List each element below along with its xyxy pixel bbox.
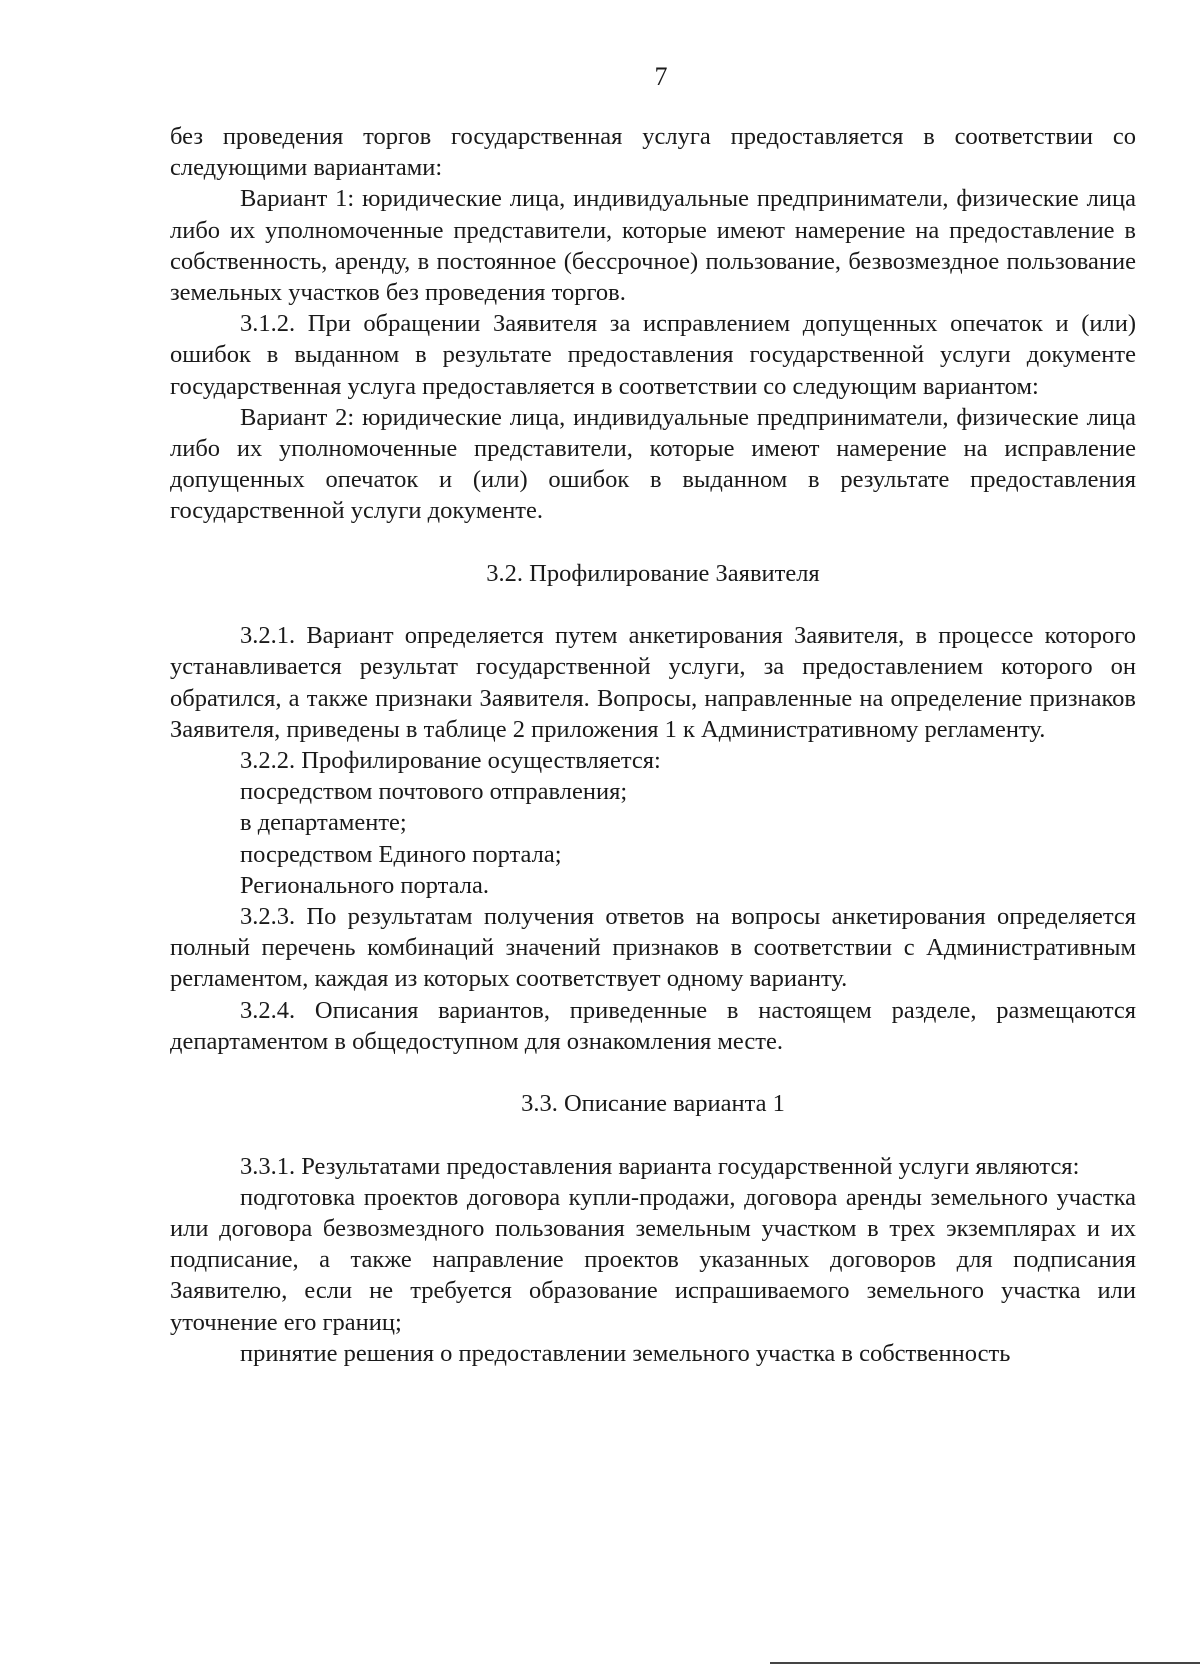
paragraph-variant-1: Вариант 1: юридические лица, индивидуальные предприниматели, физические лица либо их уполномоченные представители, которые имеют намерение на предоставление в собственность, аренду, в постоянное (бессрочное) пользование, безвозмездное пользование земельных участков без проведения торгов.: [170, 185, 1136, 307]
section-heading-3-2: 3.2. Профилирование Заявителя: [486, 559, 820, 587]
page-number: 7: [654, 62, 668, 91]
spacer: [170, 589, 1136, 620]
list-item: посредством Единого портала;: [240, 840, 562, 868]
paragraph-3-2-1: 3.2.1. Вариант определяется путем анкетирования Заявителя, в процессе которого устанавливается результат государственной услуги, за предоставлением которого он обратился, а также признаки Заявителя. Вопросы, направленные на определение признаков Заявителя, приведены в таблице 2 приложения 1 к Административному регламенту.: [170, 622, 1136, 743]
spacer: [170, 527, 1136, 558]
list-item: принятие решения о предоставлении земельного участка в собственность: [240, 1339, 1011, 1367]
footer-divider: [770, 1662, 1200, 1664]
paragraph: без проведения торгов государственная услуга предоставляется в соответствии со следующими вариантами:: [170, 123, 1136, 182]
paragraph-3-3-1: 3.3.1. Результатами предоставления варианта государственной услуги являются:: [240, 1152, 1080, 1180]
list-item: подготовка проектов договора купли-продажи, договора аренды земельного участка или договора безвозмездного пользования земельным участком в трех экземплярах и их подписание, а также направление проектов указанных договоров для подписания Заявителю, если не требуется образование испрашиваемого земельного участка или уточнение его границ;: [170, 1183, 1136, 1336]
list-item: в департаменте;: [240, 809, 407, 837]
document-body: [170, 121, 1136, 1369]
paragraph-3-1-2: 3.1.2. При обращении Заявителя за исправлением допущенных опечаток и (или) ошибок в выданном в результате предоставления государственной услуги документе государственная услуга предоставляется в соответствии со следующим вариантом:: [170, 310, 1136, 400]
paragraph-3-2-4: 3.2.4. Описания вариантов, приведенные в настоящем разделе, размещаются департаментом в общедоступном для ознакомления месте.: [170, 996, 1136, 1055]
list-item: Регионального портала.: [240, 871, 489, 899]
paragraph-3-2-3: 3.2.3. По результатам получения ответов на вопросы анкетирования определяется полный перечень комбинаций значений признаков в соответствии с Административным регламентом, каждая из которых соответствует одному варианту.: [170, 903, 1136, 993]
paragraph-variant-2: Вариант 2: юридические лица, индивидуальные предприниматели, физические лица либо их уполномоченные представители, которые имеют намерение на исправление допущенных опечаток и (или) ошибок в выданном в результате предоставления государственной услуги документе.: [170, 403, 1136, 525]
spacer: [170, 1057, 1136, 1088]
spacer: [170, 1119, 1136, 1150]
paragraph-3-2-2: 3.2.2. Профилирование осуществляется:: [240, 747, 661, 775]
section-heading-3-3: 3.3. Описание варианта 1: [521, 1090, 785, 1118]
list-item: посредством почтового отправления;: [240, 778, 628, 806]
